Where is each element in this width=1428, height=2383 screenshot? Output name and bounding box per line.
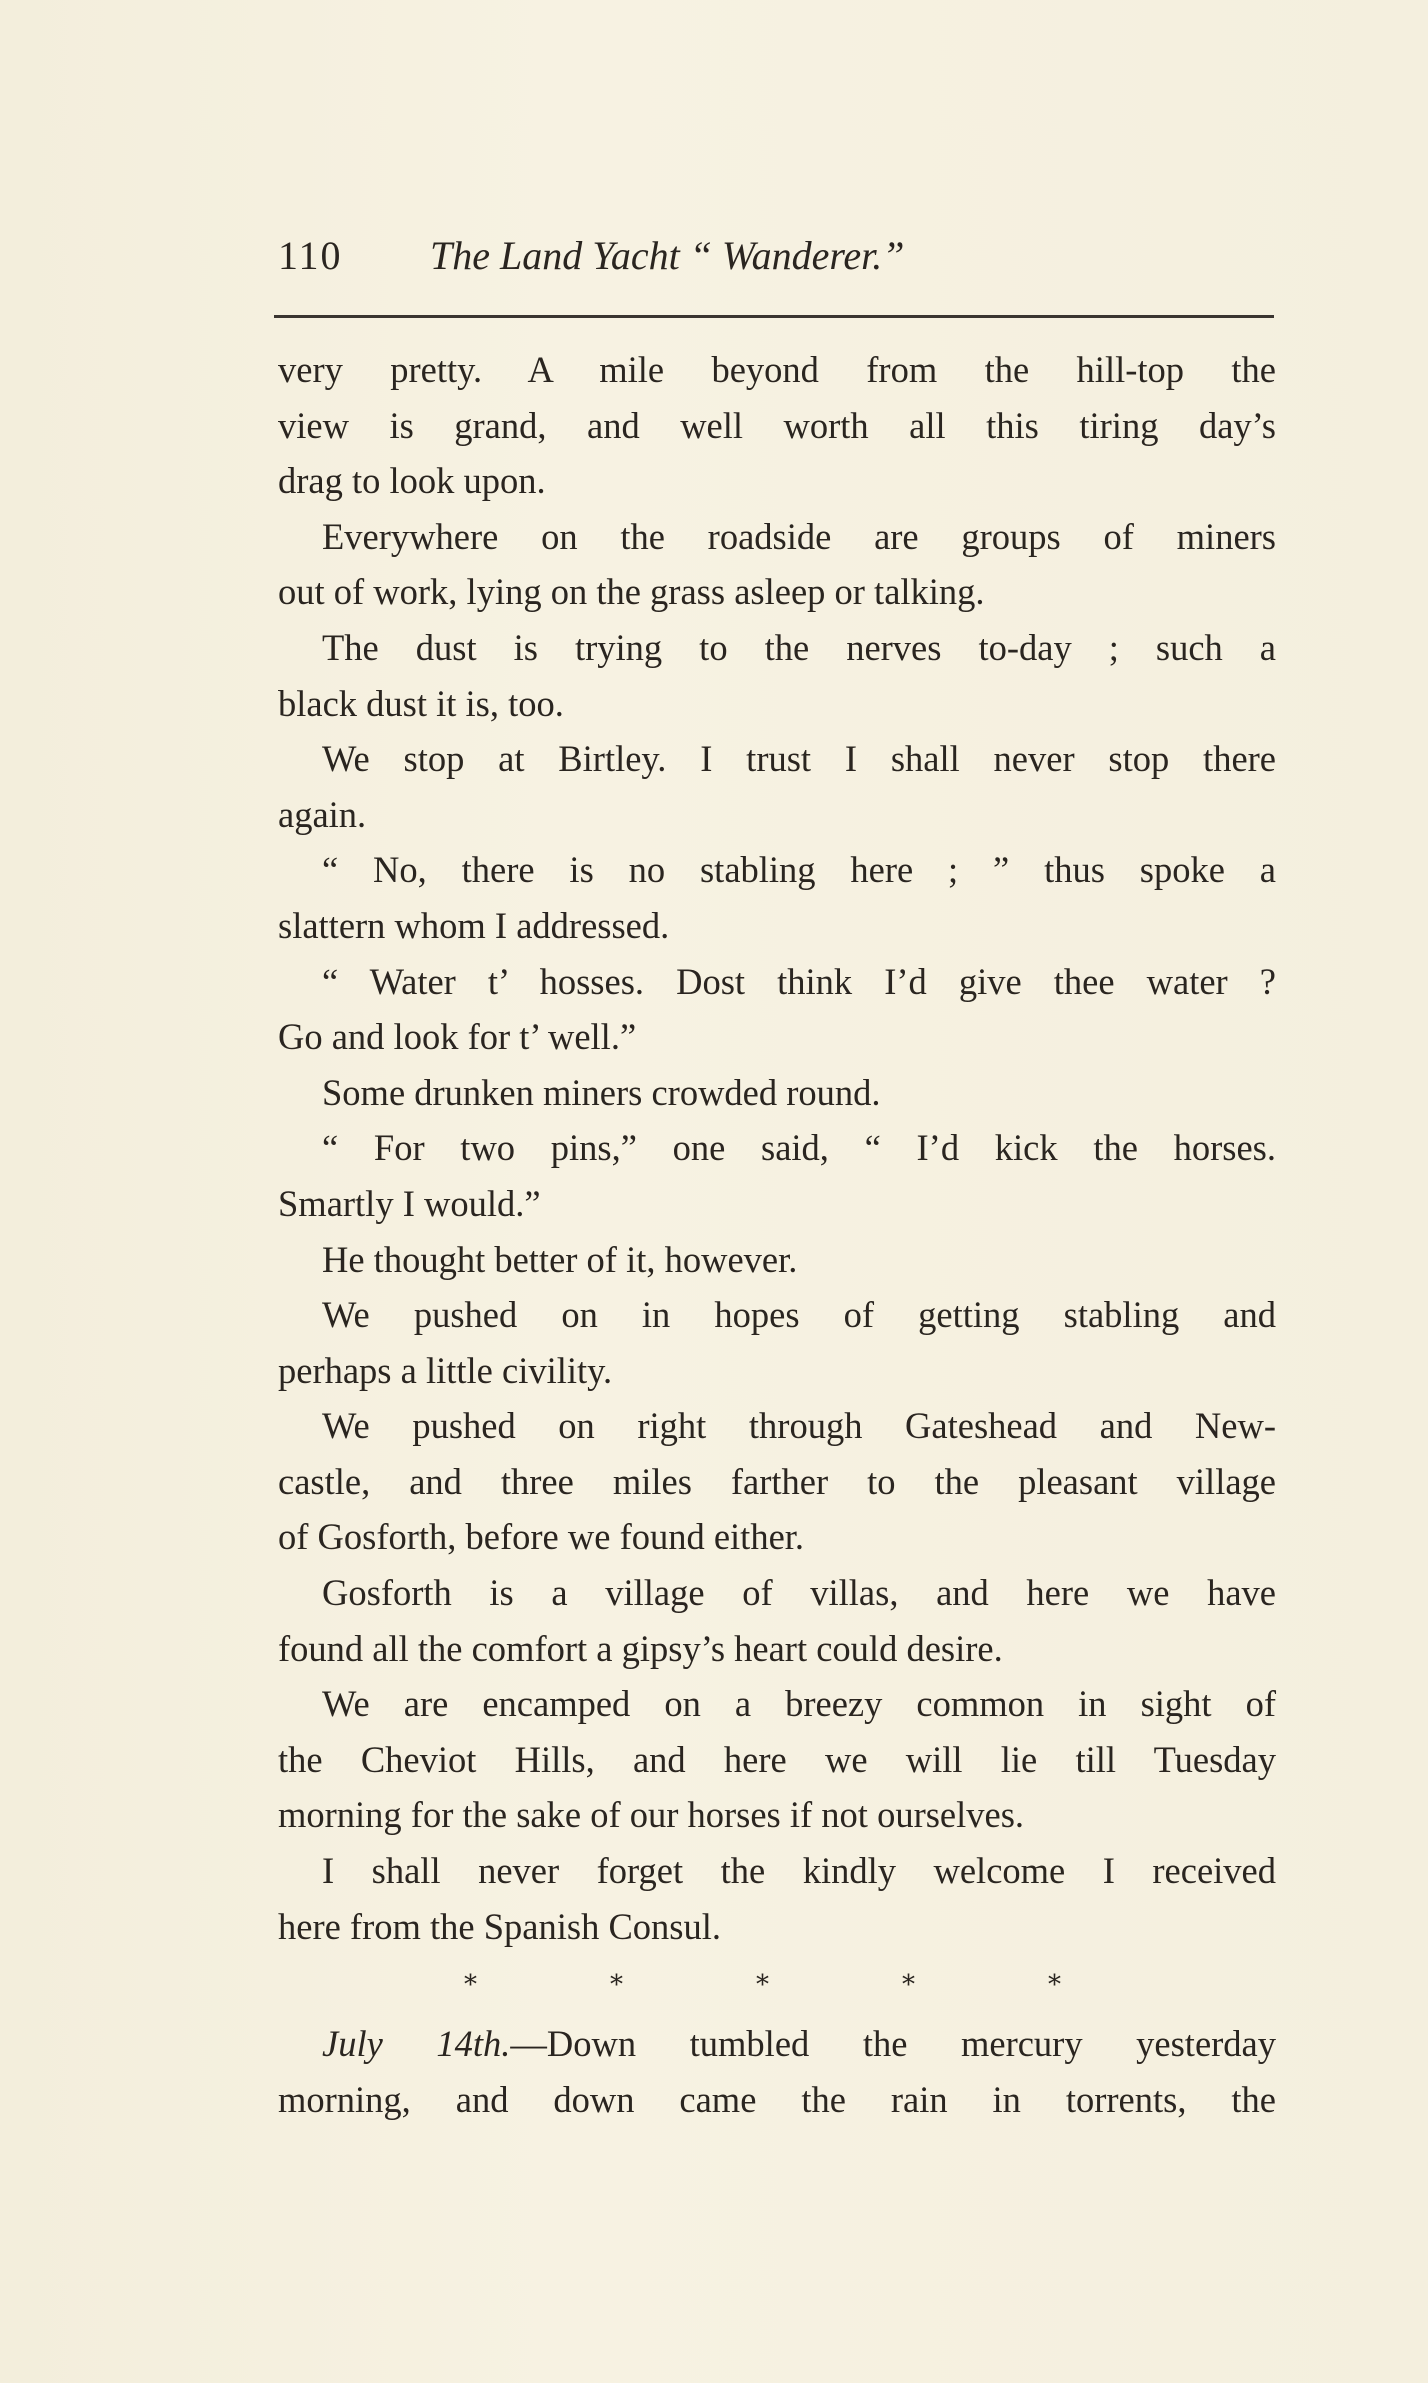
text-line: again. — [278, 793, 367, 835]
entry-date: July 14th. — [322, 2023, 511, 2065]
text-span: —Down tumbled the mercury yesterday — [510, 2023, 1276, 2065]
text-line: perhaps a little civility. — [278, 1349, 613, 1391]
text-line: He thought better of it, however. — [322, 1238, 798, 1280]
page-header — [278, 232, 1268, 292]
text-line: Gosforth is a village of villas, and here we have — [322, 1572, 1276, 1614]
section-separator — [278, 1954, 1276, 2016]
text-line: the Cheviot Hills, and here we will lie till Tuesday — [278, 1738, 1276, 1780]
separator-star: * — [756, 1970, 769, 2001]
page-number: 110 — [278, 233, 343, 278]
text-line: “ Water t’ hosses. Dost think I’d give thee water ? — [322, 960, 1276, 1002]
text-line: found all the comfort a gipsy’s heart could desire. — [278, 1627, 1003, 1669]
text-line: Smartly I would.” — [278, 1182, 541, 1224]
text-line: Some drunken miners crowded round. — [322, 1071, 881, 1113]
text-line: We pushed on right through Gateshead and New- — [322, 1405, 1276, 1447]
body-text — [278, 342, 1276, 2127]
text-line: We are encamped on a breezy common in sight of — [322, 1683, 1276, 1725]
text-line: castle, and three miles farther to the pleasant village — [278, 1460, 1276, 1502]
text-line: Everywhere on the roadside are groups of miners — [322, 515, 1276, 557]
text-line: We pushed on in hopes of getting stabling and — [322, 1294, 1276, 1336]
text-line: out of work, lying on the grass asleep or talking. — [278, 571, 985, 613]
separator-star: * — [902, 1970, 915, 2001]
separator-star: * — [464, 1970, 477, 2001]
text-line: Go and look for t’ well.” — [278, 1016, 637, 1058]
text-line: “ For two pins,” one said, “ I’d kick the horses. — [322, 1127, 1276, 1169]
text-line: “ No, there is no stabling here ; ” thus spoke a — [322, 849, 1276, 891]
header-rule — [274, 315, 1274, 318]
separator-star: * — [1048, 1970, 1061, 2001]
text-line: black dust it is, too. — [278, 682, 564, 724]
text-line: drag to look upon. — [278, 460, 546, 502]
text-line: here from the Spanish Consul. — [278, 1905, 722, 1947]
text-line — [278, 2016, 1276, 2072]
separator-star: * — [610, 1970, 623, 2001]
text-line: We stop at Birtley. I trust I shall never stop there — [322, 738, 1276, 780]
running-title: The Land Yacht “ Wanderer.” — [430, 233, 905, 278]
text-line: slattern whom I addressed. — [278, 904, 670, 946]
text-line: of Gosforth, before we found either. — [278, 1516, 805, 1558]
text-line: The dust is trying to the nerves to-day ; such a — [322, 626, 1276, 668]
text-line: morning for the sake of our horses if not ourselves. — [278, 1794, 1025, 1836]
text-line: I shall never forget the kindly welcome I received — [322, 1850, 1276, 1892]
text-line: view is grand, and well worth all this tiring day’s — [278, 404, 1276, 446]
text-line: morning, and down came the rain in torrents, the — [278, 2078, 1276, 2120]
text-line: very pretty. A mile beyond from the hill-top the — [278, 349, 1276, 390]
